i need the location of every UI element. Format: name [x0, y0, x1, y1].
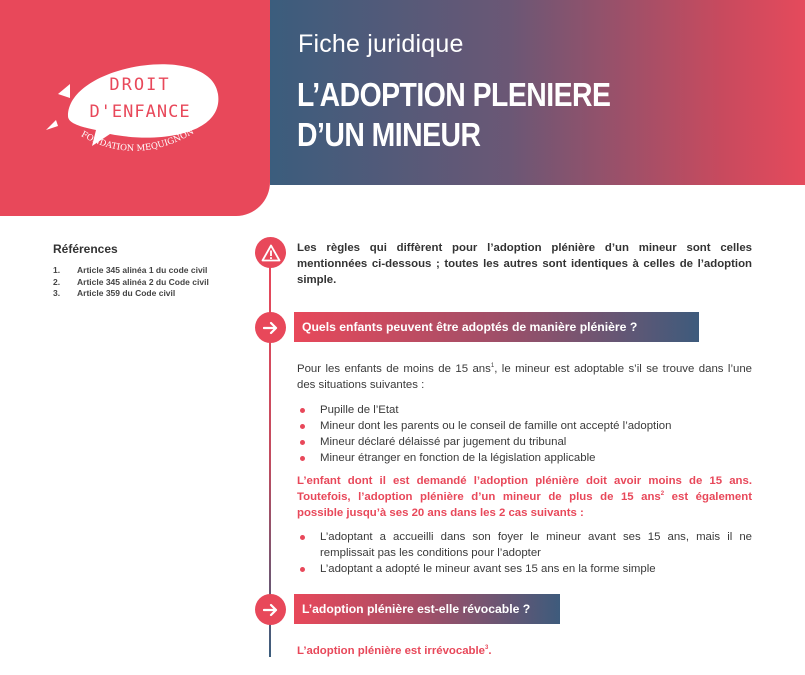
list-item: L’adoptant a adopté le mineur avant ses 15 ans en la forme simple — [297, 561, 752, 577]
section1-bullet-list-2 — [297, 529, 752, 577]
reference-item: 1. Article 345 alinéa 1 du code civil — [53, 265, 208, 275]
arrow-right-icon — [255, 312, 286, 343]
list-item: Mineur étranger en fonction de la législation applicable — [297, 450, 752, 466]
logo-arc-text: FONDATION MEQUIGNON — [79, 126, 196, 154]
intro-text: Les règles qui diffèrent pour l’adoption plénière d’un mineur sont celles mentionnées ci-dessous ; toutes les autres sont identiques à celles de l’adoption simple. — [297, 242, 752, 286]
section1-paragraph: Pour les enfants de moins de 15 ans$^1$, le mineur est adoptable s’il se trouve dans l’une des situations suivantes : — [297, 363, 752, 391]
logo — [40, 34, 240, 189]
references-list — [53, 265, 263, 300]
logo-line1: DROIT — [109, 75, 171, 95]
references-title: Références — [53, 242, 118, 256]
title-line1: L’ADOPTION PLENIERE — [297, 76, 611, 113]
references — [53, 242, 263, 300]
list-item: Pupille de l’Etat — [297, 402, 752, 418]
reference-item: 2. Article 345 alinéa 2 du Code civil — [53, 276, 209, 287]
section2-answer: L’adoption plénière est irrévocable$^3$. — [297, 645, 492, 657]
list-item: L’adoptant a accueilli dans son foyer le mineur avant ses 15 ans, mais il ne remplissait pas les conditions pour l’adopter — [297, 529, 752, 561]
section1-bullet-list — [297, 402, 752, 466]
speech-bubble-logo-icon — [40, 34, 240, 184]
logo-line2: D'ENFANCE — [89, 102, 191, 122]
section1-question: Quels enfants peuvent être adoptés de manière plénière ? — [294, 312, 699, 342]
page-title — [297, 75, 658, 155]
title-line2: D’UN MINEUR — [297, 116, 481, 153]
list-item: Mineur dont les parents ou le conseil de famille ont accepté l’adoption — [297, 418, 752, 434]
arrow-right-icon — [255, 594, 286, 625]
list-item: Mineur déclaré délaissé par jugement du tribunal — [297, 434, 752, 450]
section2-question: L’adoption plénière est-elle révocable ? — [294, 594, 560, 624]
reference-item: 3. Article 359 du Code civil — [53, 288, 176, 298]
header-subtitle: Fiche juridique — [298, 30, 464, 58]
warning-icon — [255, 237, 286, 268]
section1-highlight: L’enfant dont il est demandé l’adoption plénière doit avoir moins de 15 ans. Toutefois, l’adoption plénière d’un mineur de plus de 15 ans$^2$ est également possible jusqu’à ses 20 ans dans les 2 cas suivants : — [297, 475, 752, 519]
